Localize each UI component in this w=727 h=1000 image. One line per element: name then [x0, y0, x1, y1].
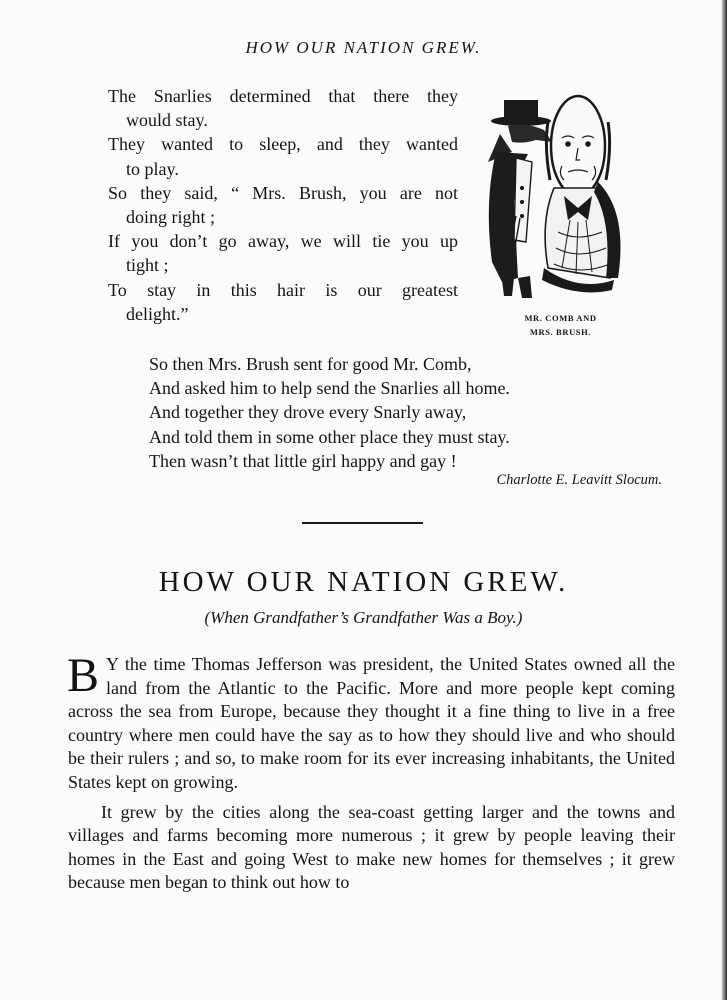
- article-title: HOW OUR NATION GREW.: [158, 566, 569, 598]
- poem-part-one: [108, 84, 458, 326]
- article-subtitle: (When Grandfather’s Grandfather Was a Boy.): [204, 608, 523, 627]
- brush-face-icon: [551, 96, 605, 196]
- poem-line: So they said, “ Mrs. Brush, you are not: [108, 182, 458, 203]
- poem-line: They wanted to sleep, and they wanted: [108, 134, 458, 155]
- paragraph: [67, 649, 675, 795]
- poem-author: Charlotte E. Leavitt Slocum.: [496, 472, 662, 488]
- article-body: [67, 649, 675, 895]
- scan-shadow-edge: [721, 0, 727, 1000]
- poem-line: And told them in some other place they must stay.: [149, 426, 510, 447]
- caption-line: MRS. BRUSH.: [529, 327, 592, 337]
- poem-line: would stay.: [126, 110, 208, 131]
- poem-line: So then Mrs. Brush sent for good Mr. Comb,: [149, 354, 472, 374]
- poem-line: Then wasn’t that little girl happy and gay !: [149, 450, 457, 471]
- caption-line: MR. COMB AND: [524, 313, 597, 323]
- poem-line: tight ;: [126, 255, 169, 276]
- paragraph-text: Y the time Thomas Jefferson was president, the United States owned all the land from the Atlantic to the Pacific. More and more people kept coming across the sea from Europe, because they thought it a fine thing to live in a free country where men could have the say as to how they should live and who should be their rulers ; and so, to make room for its ever increasing inhabitants, the United States kept on growing.: [68, 654, 675, 792]
- illustration-caption: [478, 311, 643, 339]
- poem-line: doing right ;: [126, 207, 215, 228]
- poem-line: to play.: [126, 158, 179, 179]
- comb-and-brush-illustration: [478, 92, 633, 304]
- drop-cap: B: [67, 649, 100, 702]
- poem-line: And together they drove every Snarly away,: [149, 402, 467, 423]
- illustration-drawing: [478, 92, 633, 304]
- poem-line: If you don’t go away, we will tie you up: [108, 231, 458, 252]
- section-divider: [302, 522, 423, 524]
- poem-line: The Snarlies determined that there they: [108, 86, 458, 106]
- poem-line: To stay in this hair is our greatest: [108, 279, 458, 300]
- poem-line: delight.”: [126, 303, 189, 324]
- paragraph: It grew by the cities along the sea-coast getting larger and the towns and villages and farms becoming more numerous ; it grew by people leaving their homes in the East and going West to make new homes for themselves ; it grew because men began to think out how to: [68, 801, 675, 893]
- poem-part-two: [149, 352, 649, 473]
- poem-line: And asked him to help send the Snarlies all home.: [149, 378, 510, 399]
- running-head: HOW OUR NATION GREW.: [245, 38, 482, 57]
